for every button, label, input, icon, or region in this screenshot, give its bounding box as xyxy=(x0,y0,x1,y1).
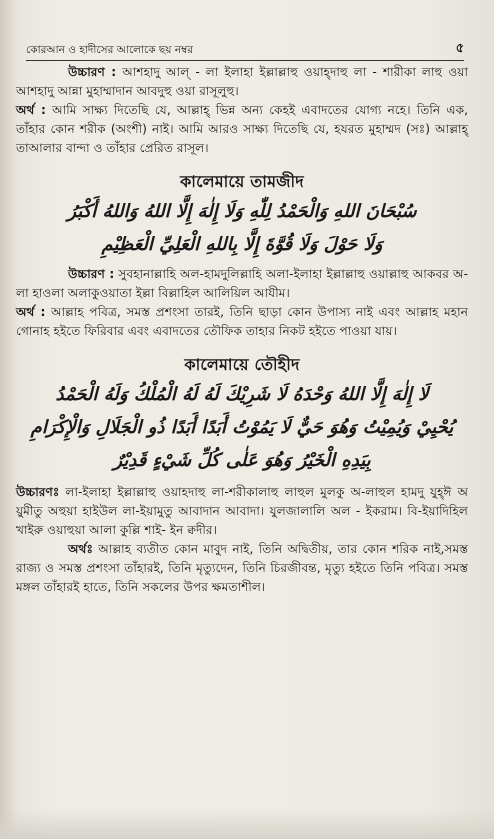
pronunciation-label: উচ্চারণ : xyxy=(68,267,115,281)
meaning-label: অর্থঃ xyxy=(68,542,93,556)
section-title-tamjeed: কালেমায়ে তামজীদ xyxy=(180,172,304,191)
meaning-label: অর্থ : xyxy=(16,103,46,117)
pronunciation-text: আশহাদু আল্ - লা ইলাহা ইল্লাল্লাহু ওয়াহ্দাহু লা - শারীকা লাহু ওয়া আশহাদু আন্না মুহাম্মাদান আবদুহু ওয়া রাসূলুহু। xyxy=(16,65,469,98)
tawheed-pronunciation xyxy=(16,483,468,540)
meaning-text: আমি সাক্ষ্য দিতেছি যে, আল্লাহ্ ভিন্ন অন্য কেহই এবাদতের যোগ্য নহে। তিনি এক, তাঁহার কোন শরীক (অংশী) নাই। আমি আরও সাক্ষ্য দিতেছি যে, হযরত মুহাম্মদ (সঃ) আল্লাহ্ তাআলার বান্দা ও তাঁহার প্রেরিত রাসূল। xyxy=(16,103,468,155)
section-title-tawheed: কালেমায়ে তৌহীদ xyxy=(184,355,300,374)
kalima-shahadat-pronunciation xyxy=(16,63,468,101)
page-body xyxy=(16,63,468,597)
page-number: ৫ xyxy=(455,41,464,56)
meaning-text: আল্লাহ পবিত্র, সমস্ত প্রশংসা তারই, তিনি ছাড়া কোন উপাস্য নাই এবং আল্লাহ মহান গোনাহ হইতে ফিরিবার এবং এবাদতের তৌফিক তাহার নিকট হইতে পাওয়া যায়। xyxy=(16,305,468,338)
running-title: কোরআন ও হাদীসের আলোকে ছয় নম্বর xyxy=(26,44,194,56)
meaning-label: অর্থ : xyxy=(16,305,46,319)
page-shadow xyxy=(0,809,494,839)
arabic-line: وَلَا حَوْلَ وَلَا قُوَّةَ إِلَّا بِاللهِ الْعَلِيِّ الْعَظِيْمِ xyxy=(101,234,383,255)
pronunciation-text: সুবহানাল্লাহি অল-হামদুলিল্লাহি অলা-ইলাহা ইল্লাল্লাহু ওয়াল্লাহু আকবর অ-লা হাওলা অলাকুওয়াতা ইল্লা বিল্লাহিল আলিয়িল আযীম। xyxy=(16,267,469,300)
page-header xyxy=(26,40,464,61)
pronunciation-text: লা-ইলাহা ইল্লাল্লাহু ওয়াহদাহু লা-শরীকালাহু লাহুল মুলকু অ-লাহুল হামদু যুহ্ঈ অ য়ুমীতু অহুয়া হাইউল লা-ইয়ামুতু আবাদান আবাদা। যুলজালালি অল - ইকরাম। বি-ইয়াদিহিল খাইরু ওয়াহুয়া আলা কুল্লি শাই- ইন ক্বদীর। xyxy=(16,485,469,537)
pronunciation-label: উচ্চারণঃ xyxy=(16,485,60,499)
pronunciation-label: উচ্চারণ : xyxy=(68,65,117,79)
arabic-line: يُحْيِيْ وَيُمِيْتُ وَهُوَ حَيٌّ لَا يَمُوْتُ أَبَدًا أَبَدًا ذُو الْجَلَالِ وَالْإِكْرَامِ xyxy=(30,417,454,438)
meaning-text: আল্লাহ ব্যতীত কোন মাবুদ নাই, তিনি অদ্বিতীয়, তার কোন শরিক নাই,সমস্ত রাজ্য ও সমস্ত প্রশংসা তাঁহারই, তিনি মৃত্যুদেন, তিনি চিরজীবন্ত, মৃত্যু হইতে তিনি পবিত্র। সমস্ত মঙ্গল তাঁহারই হাতে, তিনি সকলের উপর ক্ষমতাশীল। xyxy=(16,542,468,594)
tawheed-meaning xyxy=(16,540,468,597)
tamjeed-pronunciation xyxy=(16,265,468,303)
arabic-line: لَا إِلٰهَ إِلَّا اللهُ وَحْدَهُ لَا شَرِيْكَ لَهُ لَهُ الْمُلْكُ وَلَهُ الْحَمْدُ xyxy=(55,384,429,405)
arabic-line: سُبْحَانَ اللهِ وَالْحَمْدُ لِلّٰهِ وَلَا إِلٰهَ إِلَّا اللهُ وَاللهُ أَكْبَرُ xyxy=(67,201,417,222)
arabic-line: بِيَدِهِ الْخَيْرُ وَهُوَ عَلٰى كُلِّ شَيْءٍ قَدِيْرٌ xyxy=(113,450,371,471)
tamjeed-meaning xyxy=(16,303,468,341)
kalima-shahadat-meaning xyxy=(16,101,468,158)
